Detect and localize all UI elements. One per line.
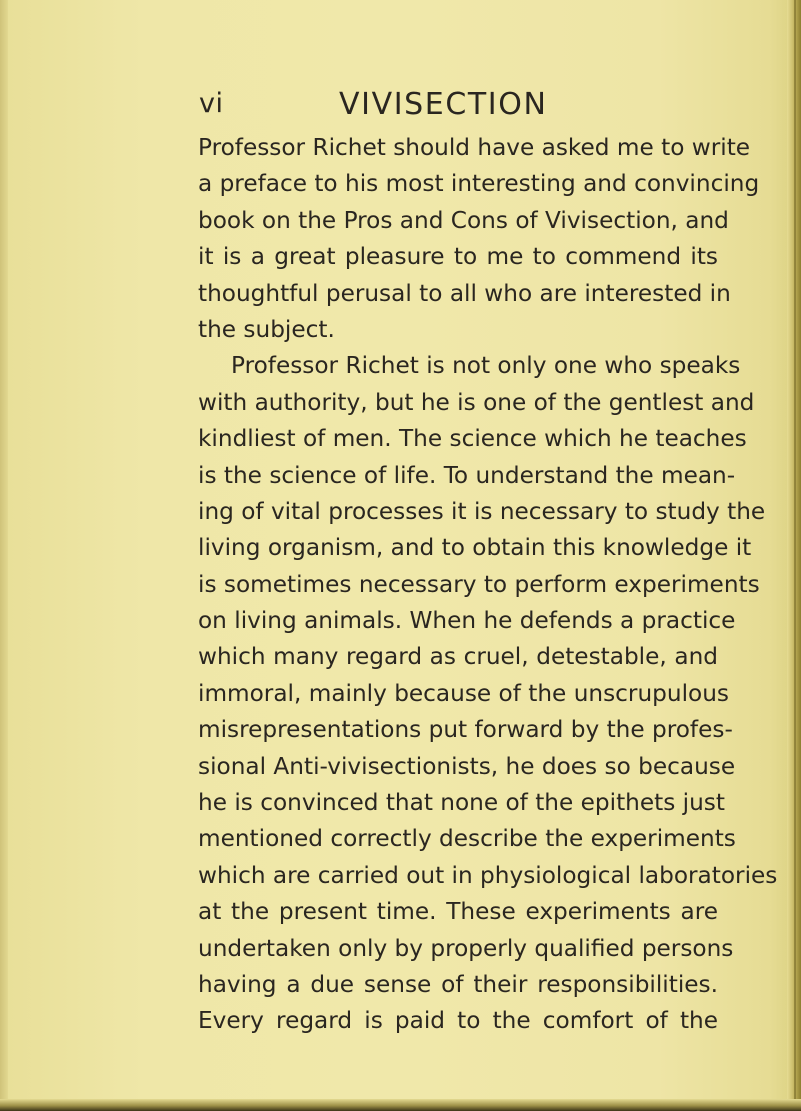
- page-number: vi: [199, 88, 224, 119]
- text-line: living organism, and to obtain this knowledge it: [198, 534, 752, 562]
- text-line: ing of vital processes it is necessary to study the: [198, 497, 766, 525]
- text-line: book on the Pros and Cons of Vivisection, and: [198, 206, 729, 234]
- page-edge-line: [794, 0, 796, 1111]
- paragraph-2: [198, 348, 778, 1039]
- text-line: Professor Richet should have asked me to write: [198, 134, 751, 161]
- text-line: at the present time. These experiments are: [198, 898, 718, 926]
- text-line: sional Anti-vivisectionists, he does so because: [198, 752, 736, 780]
- body-text: [198, 130, 778, 1040]
- text-line: with authority, but he is one of the gentlest and: [198, 388, 755, 416]
- page-bottom-edge: [0, 1099, 801, 1111]
- text-line: which are carried out in physiological laboratories: [198, 861, 778, 889]
- text-line: is the science of life. To understand the mean-: [198, 461, 736, 489]
- text-line: undertaken only by properly qualified persons: [198, 934, 734, 962]
- page-header: [0, 82, 801, 128]
- text-line: a preface to his most interesting and convincing: [198, 170, 760, 198]
- text-line: immoral, mainly because of the unscrupulous: [198, 679, 729, 707]
- page-left-edge: [0, 0, 8, 1111]
- text-line: having a due sense of their responsibilities.: [198, 970, 718, 998]
- text-line: Professor Richet is not only one who speaks: [231, 352, 741, 380]
- text-line: misrepresentations put forward by the profes-: [198, 716, 733, 744]
- text-line: kindliest of men. The science which he teaches: [198, 425, 747, 453]
- text-line: the subject.: [198, 315, 335, 343]
- running-title: VIVISECTION: [339, 87, 548, 122]
- text-line: thoughtful perusal to all who are interested in: [198, 279, 731, 307]
- text-line: it is a great pleasure to me to commend its: [198, 243, 718, 271]
- text-line: Every regard is paid to the comfort of the: [198, 1007, 718, 1035]
- text-line: is sometimes necessary to perform experiments: [198, 570, 760, 598]
- paragraph-1: [198, 130, 760, 348]
- text-line: on living animals. When he defends a practice: [198, 607, 736, 635]
- text-line: mentioned correctly describe the experiments: [198, 825, 736, 853]
- text-line: he is convinced that none of the epithets just: [198, 789, 725, 817]
- text-line: which many regard as cruel, detestable, and: [198, 643, 718, 671]
